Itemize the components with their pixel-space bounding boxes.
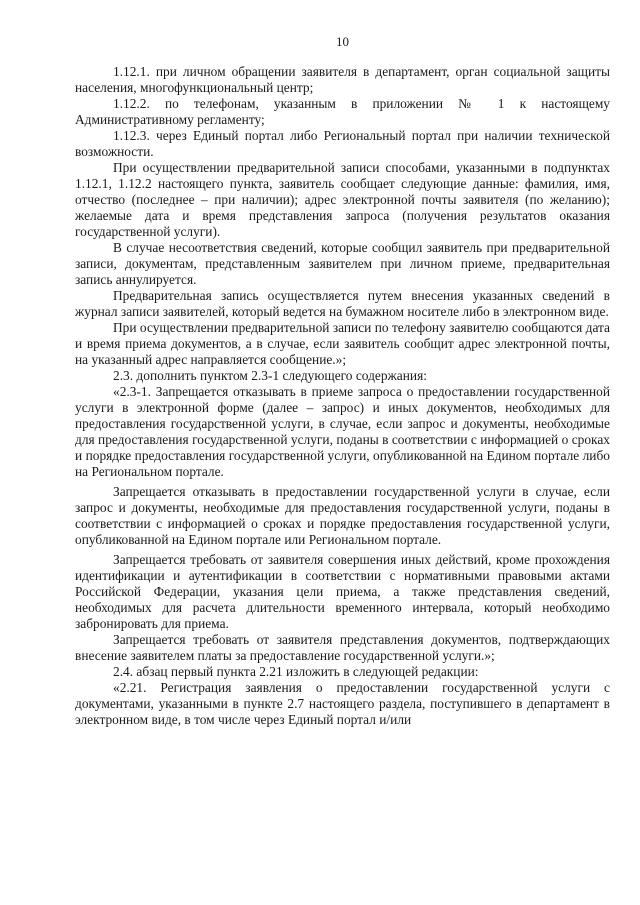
paragraph: «2.3-1. Запрещается отказывать в приеме запроса о предоставлении государственной услуги в электронной форме (далее – запрос) и иных документов, необходимых для предоставления государственной услуги, в случае, если запрос и документы, необходимые для предоставления государственной услуги, поданы в соответствии с информацией о сроках и порядке предоставления государственной услуги, опубликованной на Едином портале либо на Региональном портале. (75, 384, 610, 479)
paragraph: «2.21. Регистрация заявления о предоставлении государственной услуги с документами, указанными в пункте 2.7 настоящего раздела, поступившего в департамент в электронном виде, в том числе через Единый портал и/или (75, 680, 610, 727)
paragraph: Запрещается отказывать в предоставлении государственной услуги в случае, если запрос и документы, необходимые для предоставления государственной услуги, поданы в соответствии с информацией о сроках и порядке предоставления государственной услуги, опубликованной на Едином портале или Региональном портале. (75, 484, 610, 547)
paragraph: При осуществлении предварительной записи по телефону заявителю сообщаются дата и время приема документов, а в случае, если заявитель сообщит адрес электронной почты, на указанный адрес направляется сообщение.»; (75, 320, 610, 367)
page-number: 10 (336, 34, 349, 49)
paragraph: 1.12.2. по телефонам, указанным в приложении № 1 к настоящему Административному регламенту; (75, 96, 610, 127)
document-page (75, 34, 610, 728)
paragraph: 2.3. дополнить пунктом 2.3-1 следующего содержания: (113, 368, 427, 383)
paragraph: 1.12.1. при личном обращении заявителя в департамент, орган социальной защиты населения, многофункциональный центр; (75, 64, 610, 95)
paragraph: Предварительная запись осуществляется путем внесения указанных сведений в журнал записи заявителей, который ведется на бумажном носителе либо в электронном виде. (75, 288, 610, 319)
paragraph: При осуществлении предварительной записи способами, указанными в подпунктах 1.12.1, 1.12.2 настоящего пункта, заявитель сообщает следующие данные: фамилия, имя, отчество (последнее – при наличии); адрес электронной почты заявителя (по желанию); желаемые дата и время представления запроса (получения результатов оказания государственной услуги). (75, 160, 610, 239)
paragraph: Запрещается требовать от заявителя представления документов, подтверждающих внесение заявителем платы за предоставление государственной услуги.»; (75, 632, 610, 663)
paragraph: Запрещается требовать от заявителя совершения иных действий, кроме прохождения идентификации и аутентификации в соответствии с нормативными правовыми актами Российской Федерации, указания цели приема, а также представления сведений, необходимых для расчета длительности временного интервала, который необходимо забронировать для приема. (75, 552, 610, 631)
paragraph: 2.4. абзац первый пункта 2.21 изложить в следующей редакции: (113, 664, 479, 679)
paragraph: В случае несоответствия сведений, которые сообщил заявитель при предварительной записи, документам, представленным заявителем при личном приеме, предварительная запись аннулируется. (75, 240, 610, 287)
paragraph: 1.12.3. через Единый портал либо Региональный портал при наличии технической возможности. (75, 128, 610, 159)
